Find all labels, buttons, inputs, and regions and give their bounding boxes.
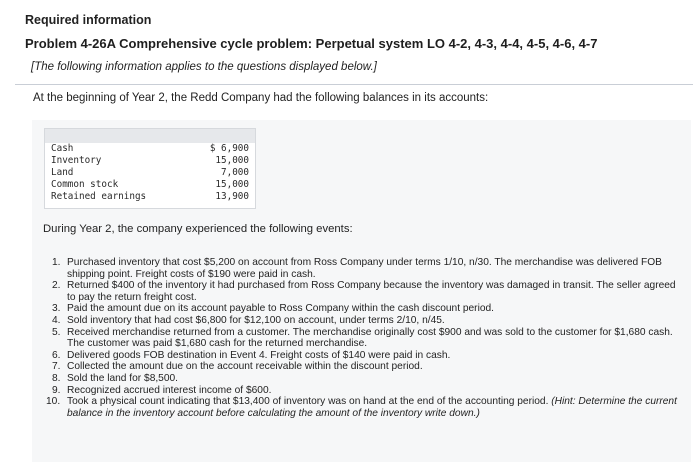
table-row <box>45 179 255 191</box>
account-amount: 13,900 <box>215 191 249 202</box>
event-text: Paid the amount due on its account payable to Ross Company within the cash discount period. <box>67 303 494 315</box>
list-item <box>52 280 684 303</box>
event-text: Purchased inventory that cost $5,200 on account from Ross Company under terms 1/10, n/30. The merchandise was delivered FOB shipping point. Freight costs of $190 were paid in cash. <box>67 257 662 280</box>
account-amount: $ 6,900 <box>209 143 249 154</box>
table-row <box>45 167 255 179</box>
event-number: 6. <box>52 349 61 361</box>
event-text: Collected the amount due on the account receivable within the discount period. <box>67 361 423 373</box>
event-number: 7. <box>52 361 61 373</box>
event-text: Received merchandise returned from a customer. The merchandise originally cost $900 and was sold to the customer for $1,680 cash. The customer was paid $1,680 cash for the returned merchandise. <box>67 326 673 350</box>
list-item <box>52 350 684 362</box>
balances-header <box>45 129 255 143</box>
list-item <box>52 257 684 280</box>
account-name: Common stock <box>51 179 119 190</box>
event-number: 5. <box>52 326 61 338</box>
event-number: 10. <box>46 396 61 408</box>
event-number: 3. <box>52 303 61 315</box>
table-row <box>45 143 255 155</box>
events-list <box>46 257 684 419</box>
list-item <box>52 385 684 397</box>
event-text: Recognized accrued interest income of $600. <box>67 384 272 396</box>
event-text: Sold the land for $8,500. <box>67 372 179 384</box>
event-number: 1. <box>52 257 61 268</box>
problem-title: Problem 4-26A Comprehensive cycle problem: Perpetual system LO 4-2, 4-3, 4-4, 4-5, 4-6, 4-7 <box>25 36 598 51</box>
event-number: 4. <box>52 314 61 326</box>
list-item <box>52 303 684 315</box>
event-text: Sold inventory that had cost $6,800 for $12,100 on account, under terms 2/10, n/45. <box>67 314 445 326</box>
event-number: 9. <box>52 384 61 396</box>
table-row <box>45 191 255 203</box>
event-text: Returned $400 of the inventory it had purchased from Ross Company because the inventory was damaged in transit. The seller agreed to pay the return freight cost. <box>67 280 676 303</box>
table-row <box>45 155 255 167</box>
list-item <box>52 373 684 385</box>
list-item <box>52 315 684 327</box>
applies-note: [The following information applies to the questions displayed below.] <box>31 61 377 73</box>
account-name: Inventory <box>51 155 102 166</box>
intro-text: At the beginning of Year 2, the Redd Company had the following balances in its accounts: <box>33 92 489 104</box>
required-info-label: Required information <box>25 13 152 27</box>
divider <box>15 84 693 85</box>
event-hint: (Hint: Determine the current balance in the inventory account before calculating the amount of the inventory write down.) <box>67 396 677 419</box>
events-intro: During Year 2, the company experienced the following events: <box>43 223 353 235</box>
event-text: Took a physical count indicating that $13,400 of inventory was on hand at the end of the accounting period. <box>67 396 552 408</box>
event-text: Delivered goods FOB destination in Event 4. Freight costs of $140 were paid in cash. <box>67 349 451 361</box>
event-number: 8. <box>52 372 61 384</box>
balances-table <box>44 128 256 209</box>
event-number: 2. <box>52 280 61 292</box>
content-panel <box>32 120 691 462</box>
list-item <box>52 361 684 373</box>
account-name: Cash <box>51 143 74 154</box>
list-item <box>46 396 684 419</box>
account-name: Retained earnings <box>51 191 147 202</box>
list-item <box>52 327 684 350</box>
account-name: Land <box>51 167 74 178</box>
account-amount: 15,000 <box>215 155 249 166</box>
account-amount: 15,000 <box>215 179 249 190</box>
account-amount: 7,000 <box>221 167 249 178</box>
